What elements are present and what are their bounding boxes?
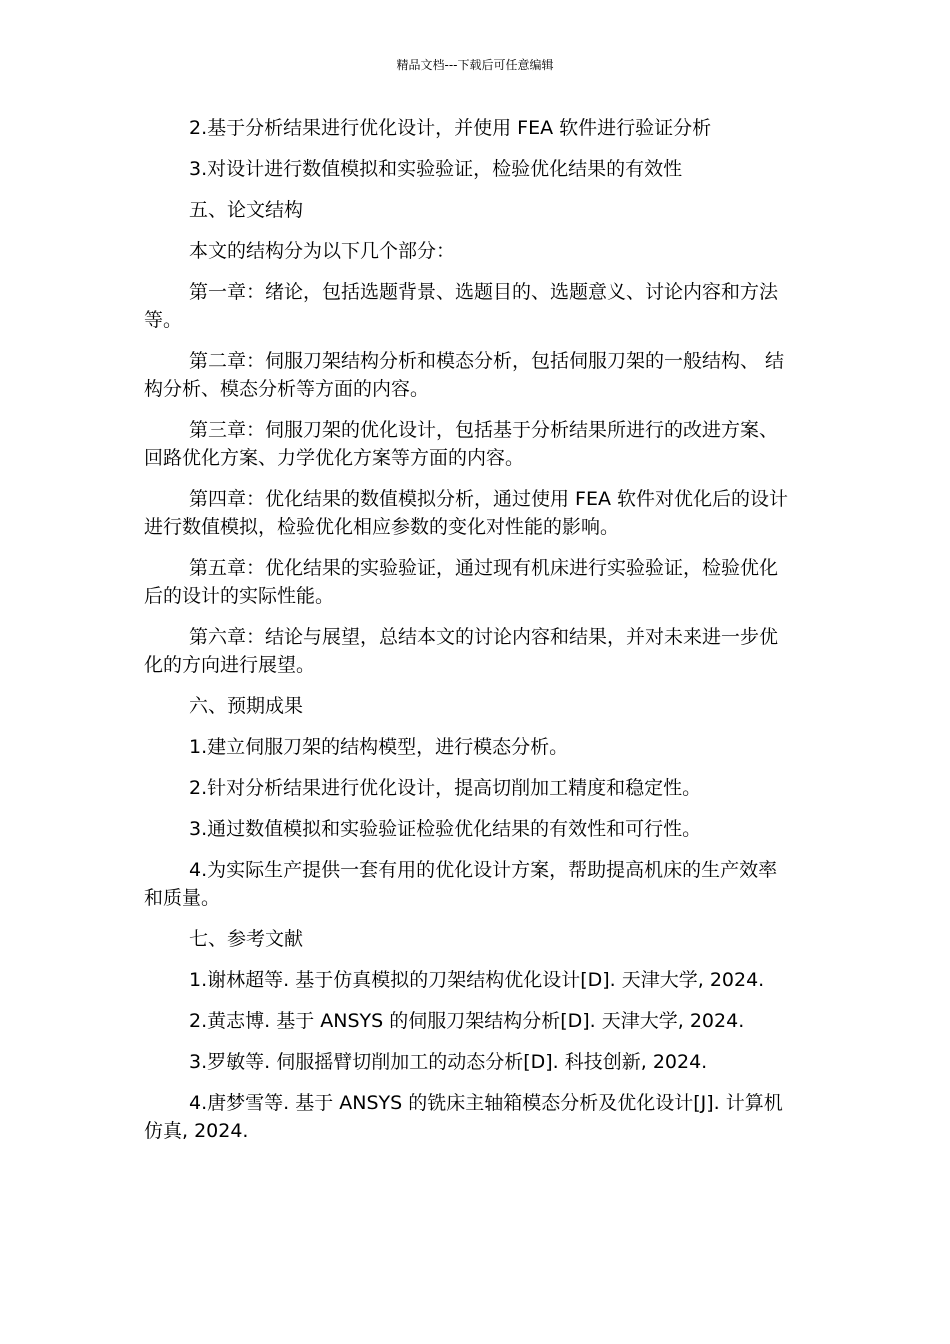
reference-item-3: 3.罗敏等. 伺服摇臂切削加工的动态分析[D]. 科技创新, 2024.: [189, 1051, 708, 1073]
paragraph-result-2: 2.针对分析结果进行优化设计，提高切削加工精度和稳定性。: [189, 777, 702, 799]
document-body: [144, 114, 796, 1158]
reference-item-1: 1.谢林超等. 基于仿真模拟的刀架结构优化设计[D]. 天津大学, 2024.: [189, 969, 765, 991]
paragraph-objective-3: 3.对设计进行数值模拟和实验验证，检验优化结果的有效性: [189, 158, 683, 180]
paragraph-chapter-5: 第五章：优化结果的实验验证，通过现有机床进行实验验证，检验优化后的设计的实际性能。: [144, 557, 779, 607]
section-heading-structure: 五、论文结构: [189, 199, 304, 221]
paragraph-result-1: 1.建立伺服刀架的结构模型，进行模态分析。: [189, 736, 569, 758]
section-heading-references: 七、参考文献: [189, 928, 304, 950]
page-header: 精品文档---下载后可任意编辑: [396, 58, 554, 72]
paragraph-structure-intro: 本文的结构分为以下几个部分：: [189, 240, 456, 262]
paragraph-chapter-6: 第六章：结论与展望，总结本文的讨论内容和结果，并对未来进一步优化的方向进行展望。: [144, 626, 779, 676]
paragraph-chapter-3: 第三章：伺服刀架的优化设计，包括基于分析结果所进行的改进方案、 回路优化方案、力学优化方案等方面的内容。: [144, 419, 779, 469]
reference-item-2: 2.黄志博. 基于 ANSYS 的伺服刀架结构分析[D]. 天津大学, 2024.: [189, 1010, 745, 1032]
paragraph-chapter-1: 第一章：绪论，包括选题背景、选题目的、选题意义、讨论内容和方法等。: [144, 281, 779, 331]
section-heading-expected-results: 六、预期成果: [189, 695, 304, 717]
paragraph-objective-2: 2.基于分析结果进行优化设计，并使用 FEA 软件进行验证分析: [189, 117, 712, 139]
paragraph-chapter-4: 第四章：优化结果的数值模拟分析，通过使用 FEA 软件对优化后的设计进行数值模拟，检验优化相应参数的变化对性能的影响。: [144, 488, 789, 538]
paragraph-result-4: 4.为实际生产提供一套有用的优化设计方案，帮助提高机床的生产效率和质量。: [144, 859, 778, 909]
paragraph-chapter-2: 第二章：伺服刀架结构分析和模态分析，包括伺服刀架的一般结构、 结构分析、模态分析等方面的内容。: [144, 350, 785, 400]
paragraph-result-3: 3.通过数值模拟和实验验证检验优化结果的有效性和可行性。: [189, 818, 702, 840]
reference-item-4: 4.唐梦雪等. 基于 ANSYS 的铣床主轴箱模态分析及优化设计[J]. 计算机仿真, 2024.: [144, 1092, 783, 1142]
